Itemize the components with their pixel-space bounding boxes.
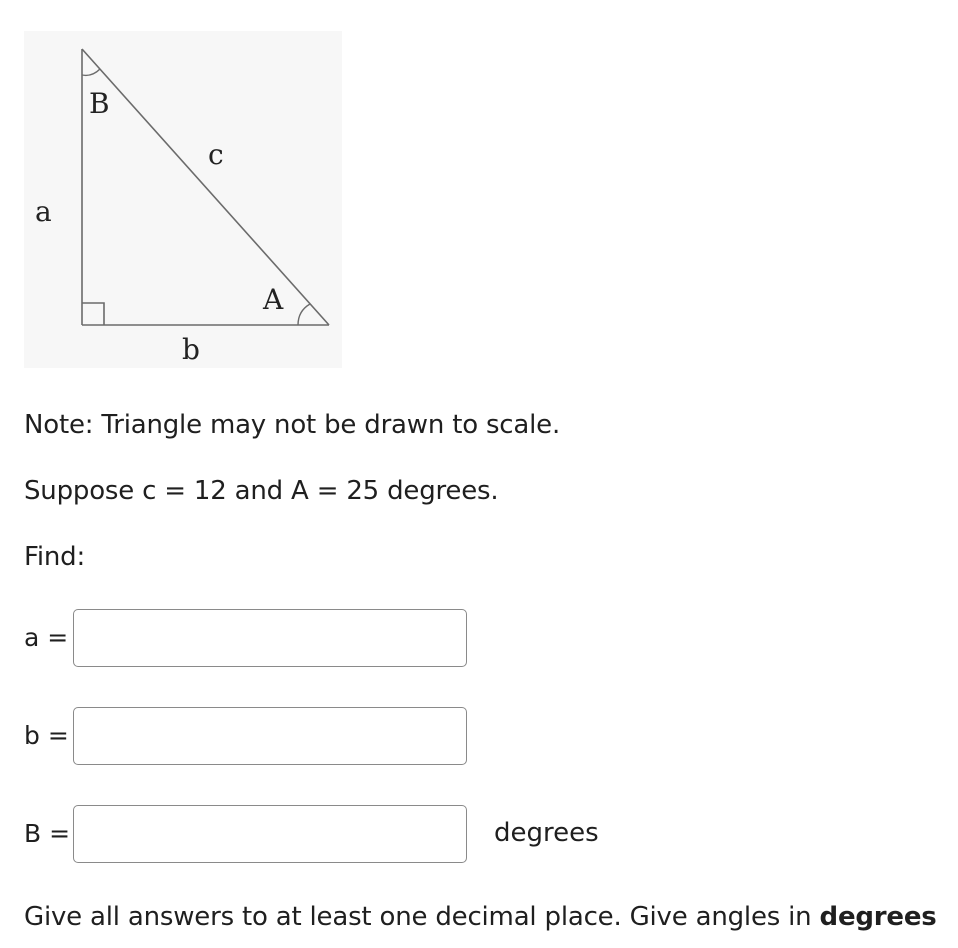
right-triangle-diagram [24, 31, 342, 368]
answer-b-label: b = [24, 721, 69, 750]
answer-a-input[interactable] [73, 609, 467, 667]
scale-note: Note: Triangle may not be drawn to scale. [24, 410, 561, 440]
instructions-emphasis: degrees [819, 902, 937, 932]
right-angle-marker [82, 303, 104, 325]
side-b-label: b [182, 333, 200, 366]
side-a-label: a [35, 195, 52, 228]
answer-B-angle-input[interactable] [73, 805, 467, 863]
degrees-unit-label: degrees [494, 818, 599, 848]
vertex-B-label: B [89, 87, 110, 120]
answer-a-label: a = [24, 623, 69, 652]
triangle-figure [24, 31, 342, 368]
instructions-footer [24, 901, 937, 933]
given-values: Suppose c = 12 and A = 25 degrees. [24, 476, 499, 506]
side-c-label: c [208, 138, 224, 171]
vertex-A-label: A [263, 283, 284, 316]
answer-b-input[interactable] [73, 707, 467, 765]
instructions-text: Give all answers to at least one decimal place. Give angles in [24, 902, 820, 932]
side-c-line [82, 49, 329, 325]
angle-B-arc [82, 69, 100, 75]
answer-B-angle-label: B = [24, 819, 71, 848]
find-heading: Find: [24, 542, 86, 572]
angle-A-arc [298, 304, 310, 325]
